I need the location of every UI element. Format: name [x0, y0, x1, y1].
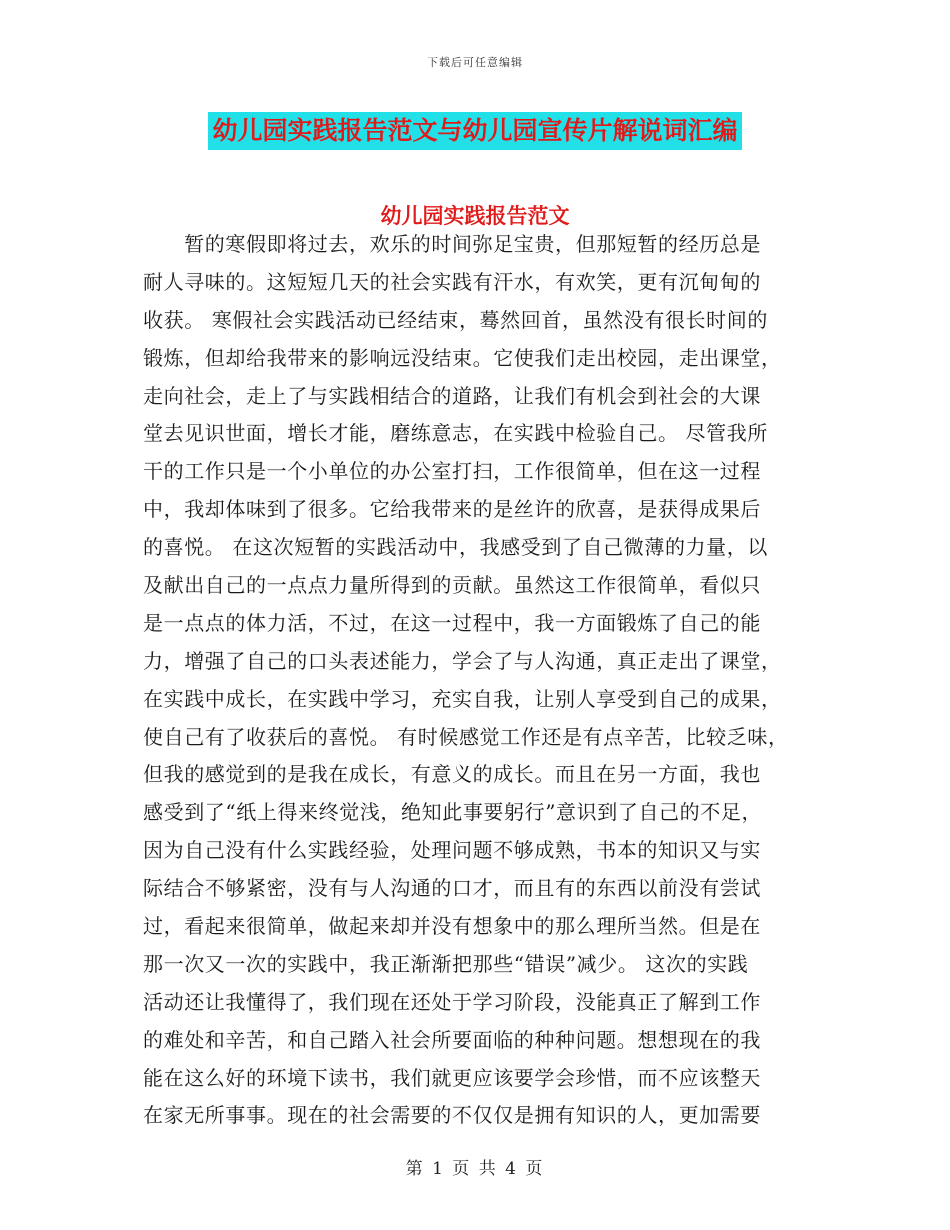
body-text: [143, 226, 811, 1135]
body-line: 活动还让我懂得了，我们现在还处于学习阶段，没能真正了解到工作: [143, 989, 761, 1014]
document-title-container: [0, 112, 950, 150]
body-line: 暂的寒假即将过去，欢乐的时间弥足宝贵，但那短暂的经历总是: [143, 232, 761, 256]
body-line: 的难处和辛苦，和自己踏入社会所要面临的种种问题。想想现在的我: [143, 1027, 761, 1052]
body-line: 那一次又一次的实践中，我正渐渐把那些“错误”减少。 这次的实践: [143, 951, 749, 976]
body-line: 收获。 寒假社会实践活动已经结束，蓦然回首，虽然没有很长时间的: [143, 307, 768, 332]
body-line: 在家无所事事。现在的社会需要的不仅仅是拥有知识的人，更加需要: [143, 1103, 761, 1128]
body-line: 过，看起来很简单，做起来却并没有想象中的那么理所当然。但是在: [143, 914, 761, 939]
body-line: 际结合不够紧密，没有与人沟通的口才，而且有的东西以前没有尝试: [143, 876, 761, 901]
body-line: 及献出自己的一点点力量所得到的贡献。虽然这工作很简单，看似只: [143, 573, 761, 598]
body-line: 感受到了“纸上得来终觉浅，绝知此事要躬行”意识到了自己的不足，: [143, 800, 763, 825]
body-line: 锻炼，但却给我带来的影响远没结束。它使我们走出校园，走出课堂，: [143, 345, 782, 370]
body-line: 力，增强了自己的口头表述能力，学会了与人沟通，真正走出了课堂，: [143, 648, 782, 673]
body-line: 是一点点的体力活，不过，在这一过程中，我一方面锻炼了自己的能: [143, 610, 761, 635]
body-line: 走向社会，走上了与实践相结合的道路，让我们有机会到社会的大课: [143, 383, 761, 408]
body-line: 在实践中成长，在实践中学习，充实自我，让别人享受到自己的成果，: [143, 686, 782, 711]
body-line: 干的工作只是一个小单位的办公室打扫，工作很简单，但在这一过程: [143, 459, 761, 484]
body-line: 使自己有了收获后的喜悦。 有时候感觉工作还是有点辛苦，比较乏味，: [143, 724, 789, 749]
body-line: 能在这么好的环境下读书，我们就更应该要学会珍惜，而不应该整天: [143, 1065, 761, 1090]
body-line: 耐人寻味的。这短短几天的社会实践有汗水，有欢笑，更有沉甸甸的: [143, 269, 761, 294]
body-line: 因为自己没有什么实践经验，处理问题不够成熟，书本的知识又与实: [143, 838, 761, 863]
section-title: 幼儿园实践报告范文: [380, 203, 570, 228]
body-line: 但我的感觉到的是我在成长，有意义的成长。而且在另一方面，我也: [143, 762, 761, 787]
body-line: 堂去见识世面，增长才能，磨练意志，在实践中检验自己。 尽管我所: [143, 421, 768, 446]
document-title: 幼儿园实践报告范文与幼儿园宣传片解说词汇编: [208, 112, 741, 150]
page-header-note: 下载后可任意编辑: [427, 56, 523, 69]
body-line: 中，我却体味到了很多。它给我带来的是丝许的欣喜，是获得成果后: [143, 497, 761, 522]
page-number-footer: 第 1 页 共 4 页: [405, 1159, 545, 1179]
body-line: 的喜悦。 在这次短暂的实践活动中，我感受到了自己微薄的力量，以: [143, 535, 768, 560]
